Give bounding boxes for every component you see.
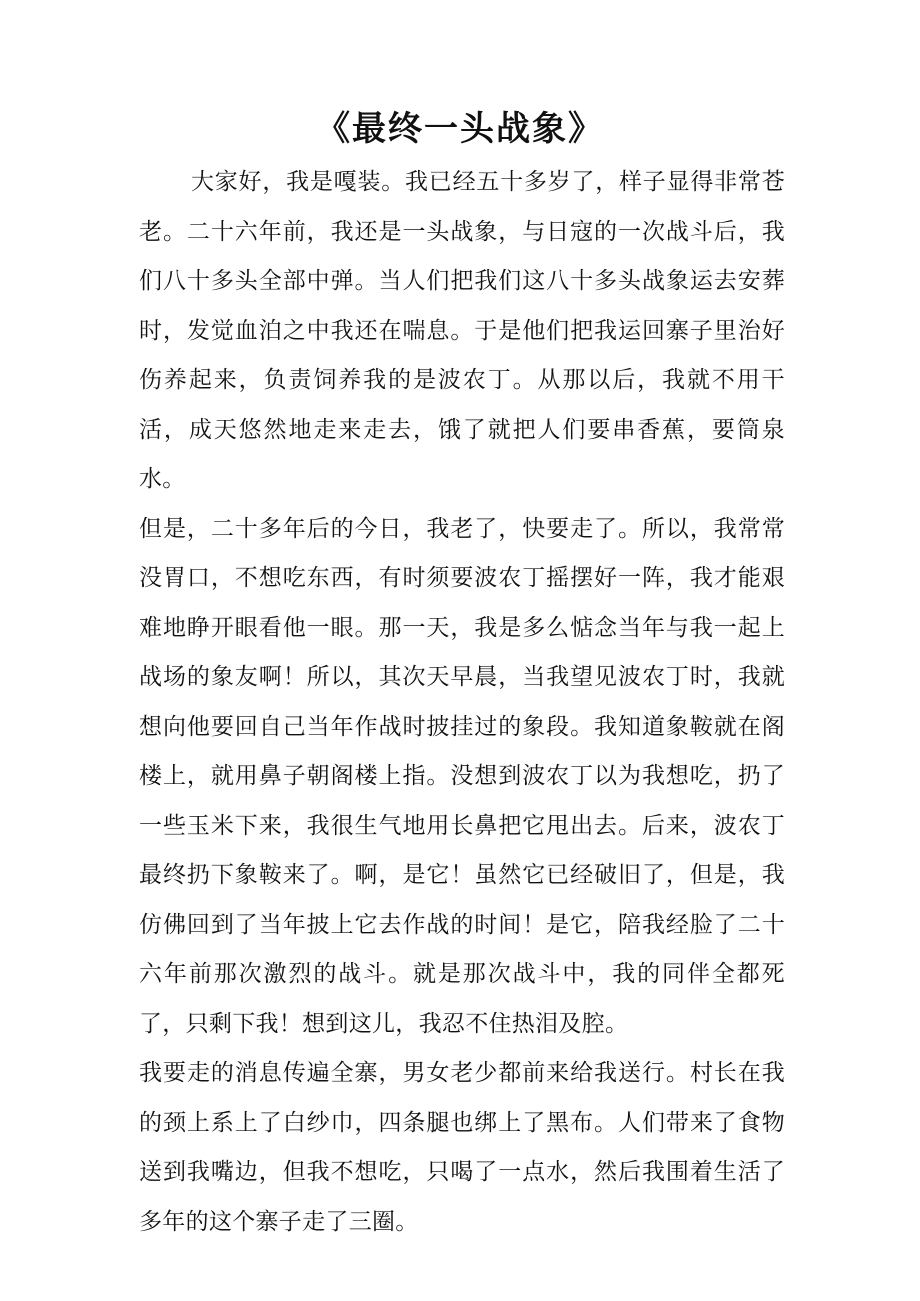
paragraph-1: 大家好，我是嘎装。我已经五十多岁了，样子显得非常苍老。二十六年前，我还是一头战象，与日寇的一次战斗后，我们八十多头全部中弹。当人们把我们这八十多头战象运去安葬时，发觉血泊之中我还在喘息。于是他们把我运回寨子里治好伤养起来，负责饲养我的是波农丁。从那以后，我就不用干活，成天悠然地走来走去，饿了就把人们要串香蕉，要筒泉水。 [139, 169, 785, 492]
paragraph-2: 但是，二十多年后的今日，我老了，快要走了。所以，我常常没胃口，不想吃东西，有时须要波农丁摇摆好一阵，我才能艰难地睁开眼看他一眼。那一天，我是多么惦念当年与我一起上战场的象友啊！所以，其次天早晨，当我望见波农丁时，我就想向他要回自己当年作战时披挂过的象段。我知道象鞍就在阁楼上，就用鼻子朝阁楼上指。没想到波农丁以为我想吃，扔了一些玉米下来，我很生气地用长鼻把它甩出去。后来，波农丁最终扔下象鞍来了。啊，是它！虽然它已经破旧了，但是，我仿佛回到了当年披上它去作战的时间！是它，陪我经脸了二十六年前那次激烈的战斗。就是那次战斗中，我的同伴全都死了，只剩下我！想到这儿，我忍不住热泪及腔。 [139, 515, 785, 1037]
paragraph-3: 我要走的消息传遍全寨，男女老少都前来给我送行。村长在我的颈上系上了白纱巾，四条腿也绑上了黑布。人们带来了食物送到我嘴边，但我不想吃，只喝了一点水，然后我围着生活了多年的这个寨子走了三圈。 [139, 1060, 785, 1235]
document-body [139, 158, 785, 1247]
document-title: 《最终一头战象》 [316, 109, 604, 149]
